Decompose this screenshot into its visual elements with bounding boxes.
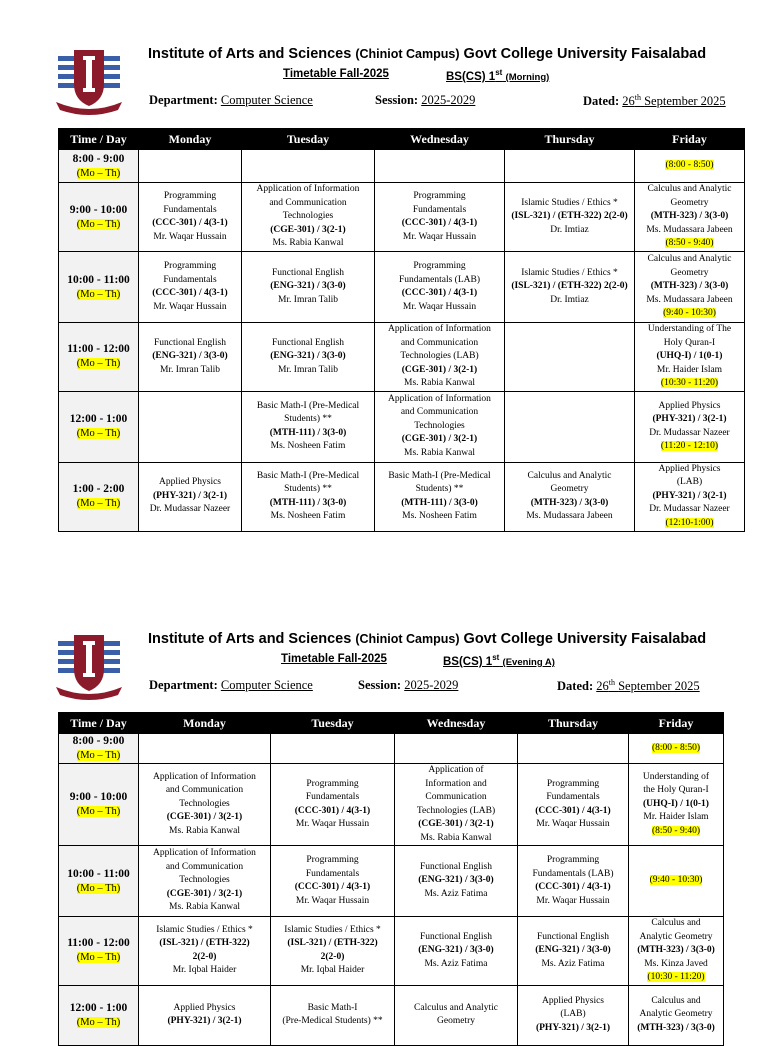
cell-text-line: Holy Quran-I: [663, 337, 716, 348]
time-range: 9:00 - 10:00: [69, 203, 128, 216]
course-code: (UHQ-I) / 1(0-1): [643, 798, 709, 809]
cell-text-line: Technologies (LAB): [400, 351, 479, 361]
slot-time-highlight: (10:30 - 11:20): [647, 972, 705, 982]
cell-text-line: Ms. Mudassara Jabeen: [646, 224, 733, 235]
cell-text-line: Programming: [306, 778, 359, 789]
time-range: 10:00 - 11:00: [67, 867, 130, 880]
cell-text-line: Ms. Aziz Fatima: [424, 888, 488, 899]
course-code: 2(2-0): [320, 951, 345, 962]
class-cell-tuesday: [271, 917, 395, 986]
timetable-row: [59, 764, 724, 846]
cell-text-line: Calculus and: [651, 995, 701, 1006]
class-cell-monday: [139, 846, 271, 917]
cell-text-line: Applied Physics: [173, 1002, 236, 1013]
course-code: (ISL-321) / (ETH-322) 2(2-0): [511, 211, 628, 222]
header-wednesday: Wednesday: [395, 713, 518, 734]
cell-text-line: Calculus and Analytic: [414, 1002, 498, 1013]
class-cell-monday: [139, 183, 242, 252]
cell-text-line: Ms. Mudassara Jabeen: [646, 294, 733, 305]
cell-text-line: Ms. Kinza Javed: [644, 958, 708, 969]
class-cell-thursday: [518, 764, 629, 846]
cell-text-line: Analytic Geometry: [639, 931, 713, 942]
course-code: (PHY-321) / 3(2-1): [167, 1016, 242, 1026]
cell-text-line: Basic Math-I (Pre-Medical: [256, 470, 360, 481]
class-cell-monday: [139, 391, 242, 462]
timetable-row: [59, 150, 745, 183]
cell-text-line: Ms. Rabia Kanwal: [169, 825, 240, 836]
class-cell-tuesday: [271, 734, 395, 764]
course-code: (PHY-321) / 3(2-1): [652, 414, 727, 424]
cell-text-line: Application of: [428, 765, 484, 775]
class-cell-thursday: [505, 252, 635, 323]
cell-text-line: Application of Information: [153, 771, 256, 782]
cell-text-line: Mr. Waqar Hussain: [536, 819, 610, 829]
program-label: BS(CS) 1st (Morning): [446, 68, 550, 83]
timetable-row: [59, 846, 724, 917]
day-range: (Mo – Th): [76, 218, 121, 230]
cell-text-line: Technologies: [179, 875, 230, 886]
class-cell-friday: [635, 462, 745, 531]
department-line: Department: Computer Science: [149, 678, 313, 692]
header-friday: Friday: [629, 713, 724, 734]
time-range: 11:00 - 12:00: [67, 937, 130, 950]
cell-text-line: Mr. Iqbal Haider: [172, 965, 237, 976]
class-cell-wednesday: [395, 985, 518, 1045]
course-code: (MTH-111) / 3(3-0): [269, 497, 347, 508]
timetable-table-morning: [58, 128, 745, 532]
cell-text-line: Programming: [546, 778, 600, 789]
university-logo-icon: [52, 629, 126, 701]
slot-time-highlight: (8:00 - 8:50): [665, 160, 714, 171]
day-range: (Mo – Th): [76, 952, 121, 964]
slot-time-highlight: (9:40 - 10:30): [663, 308, 716, 319]
timetable-row: [59, 323, 745, 392]
course-code: (CGE-301) / 3(2-1): [401, 434, 478, 445]
timetable-row: [59, 462, 745, 531]
time-slot-cell: [59, 150, 139, 183]
cell-text-line: Mr. Waqar Hussain: [536, 895, 610, 906]
cell-text-line: Ms. Aziz Fatima: [424, 958, 488, 969]
course-code: (MTH-323) / 3(3-0): [637, 1022, 715, 1033]
cell-text-line: Fundamentals: [305, 868, 360, 879]
time-slot-cell: [59, 846, 139, 917]
cell-text-line: Technologies: [282, 211, 334, 222]
cell-text-line: and Communication: [165, 861, 244, 872]
day-range: (Mo – Th): [76, 750, 121, 761]
class-cell-monday: [139, 764, 271, 846]
day-range: (Mo – Th): [76, 806, 121, 817]
cell-text-line: Calculus and Analytic: [647, 184, 732, 195]
slot-time-highlight: (9:40 - 10:30): [649, 875, 703, 886]
cell-text-line: Geometry: [437, 1016, 475, 1026]
class-cell-wednesday: [375, 183, 505, 252]
cell-text-line: Mr. Imran Talib: [159, 364, 221, 375]
timetable-row: [59, 917, 724, 986]
cell-text-line: Programming: [413, 261, 466, 271]
cell-text-line: Basic Math-I (Pre-Medical: [256, 400, 360, 411]
time-slot-cell: [59, 764, 139, 846]
cell-text-line: and Communication: [269, 197, 347, 208]
course-code: (CCC-301) / 4(3-1): [294, 882, 371, 892]
class-cell-friday: [629, 764, 724, 846]
course-code: (CCC-301) / 4(3-1): [294, 805, 371, 816]
course-code: (MTH-323) / 3(3-0): [637, 945, 715, 955]
course-code: (MTH-323) / 3(3-0): [650, 211, 729, 222]
slot-time-highlight: (11:20 - 12:10): [660, 441, 719, 451]
class-cell-friday: [635, 323, 745, 392]
course-code: (ENG-321) / 3(3-0): [418, 945, 494, 955]
dated-line: Dated: 26th September 2025: [583, 93, 726, 109]
cell-text-line: Basic Math-I (Pre-Medical: [388, 470, 491, 481]
cell-text-line: Applied Physics: [158, 477, 221, 488]
class-cell-wednesday: [375, 462, 505, 531]
course-code: (PHY-321) / 3(2-1): [652, 490, 727, 501]
cell-text-line: Ms. Nosheen Fatim: [270, 511, 346, 521]
cell-text-line: Dr. Imtiaz: [550, 224, 589, 235]
cell-text-line: Students) **: [284, 484, 332, 494]
course-code: (CGE-301) / 3(2-1): [166, 888, 243, 899]
cell-text-line: Functional English: [419, 861, 493, 872]
cell-text-line: Understanding of: [642, 771, 710, 782]
cell-text-line: Technologies: [414, 420, 465, 431]
cell-text-line: Geometry: [550, 484, 589, 494]
class-cell-tuesday: [242, 391, 375, 462]
cell-text-line: Basic Math-I: [307, 1002, 358, 1013]
class-cell-friday: [629, 917, 724, 986]
cell-text-line: the Holy Quran-I: [643, 785, 709, 796]
cell-text-line: and Communication: [165, 785, 244, 796]
class-cell-wednesday: [395, 734, 518, 764]
slot-time-highlight: (8:50 - 9:40): [651, 825, 701, 836]
dated-line: Dated: 26th September 2025: [557, 678, 700, 694]
time-slot-cell: [59, 323, 139, 392]
cell-text-line: Application of Information: [388, 393, 491, 404]
cell-text-line: Mr. Iqbal Haider: [300, 965, 365, 976]
header-tuesday: Tuesday: [242, 129, 375, 150]
cell-text-line: Calculus and: [651, 918, 701, 928]
class-cell-monday: [139, 917, 271, 986]
time-range: 8:00 - 9:00: [72, 735, 125, 747]
course-code: (CCC-301) / 4(3-1): [535, 882, 611, 892]
day-range: (Mo – Th): [76, 167, 121, 179]
cell-text-line: Ms. Rabia Kanwal: [169, 902, 240, 913]
time-slot-cell: [59, 183, 139, 252]
time-range: 10:00 - 11:00: [67, 273, 130, 286]
class-cell-wednesday: [395, 846, 518, 917]
class-cell-thursday: [505, 323, 635, 392]
course-code: (CGE-301) / 3(2-1): [418, 819, 494, 829]
class-cell-wednesday: [395, 917, 518, 986]
cell-text-line: and Communication: [400, 407, 479, 418]
header-monday: Monday: [139, 129, 242, 150]
day-range: (Mo – Th): [76, 1016, 121, 1028]
class-cell-thursday: [518, 985, 629, 1045]
cell-text-line: Communication: [425, 792, 487, 802]
header-wednesday: Wednesday: [375, 129, 505, 150]
class-cell-monday: [139, 462, 242, 531]
time-range: 12:00 - 1:00: [69, 1001, 128, 1014]
cell-text-line: Mr. Waqar Hussain: [295, 819, 370, 829]
timetable-row: [59, 985, 724, 1045]
cell-text-line: Applied Physics: [658, 400, 721, 411]
cell-text-line: Students) **: [415, 484, 464, 494]
timetable-table-evening: [58, 712, 724, 1046]
cell-text-line: Dr. Mudassar Nazeer: [149, 504, 231, 515]
time-slot-cell: [59, 252, 139, 323]
day-range: (Mo – Th): [76, 358, 121, 370]
course-code: (ISL-321) / (ETH-322): [159, 938, 250, 949]
cell-text-line: Ms. Aziz Fatima: [541, 958, 605, 969]
course-code: (MTH-111) / 3(3-0): [401, 497, 478, 508]
cell-text-line: Functional English: [153, 337, 227, 348]
class-cell-thursday: [518, 917, 629, 986]
cell-text-line: Islamic Studies / Ethics *: [521, 197, 618, 208]
class-cell-tuesday: [242, 183, 375, 252]
cell-text-line: Programming: [546, 855, 600, 865]
cell-text-line: Programming: [163, 191, 217, 201]
cell-text-line: Geometry: [670, 267, 709, 278]
course-code: (ENG-321) / 3(3-0): [535, 945, 611, 955]
cell-text-line: Programming: [306, 855, 359, 865]
cell-text-line: Application of Information: [256, 184, 360, 195]
cell-text-line: Functional English: [271, 337, 345, 348]
course-code: (ENG-321) / 3(3-0): [270, 281, 346, 292]
class-cell-tuesday: [271, 985, 395, 1045]
timetable-row: [59, 252, 745, 323]
cell-text-line: Ms. Rabia Kanwal: [404, 378, 475, 388]
class-cell-tuesday: [271, 764, 395, 846]
time-range: 9:00 - 10:00: [69, 791, 128, 803]
class-cell-thursday: [505, 183, 635, 252]
cell-text-line: Ms. Mudassara Jabeen: [526, 511, 613, 521]
cell-text-line: Functional English: [419, 931, 493, 942]
course-code: (ENG-321) / 3(3-0): [152, 351, 228, 361]
class-cell-friday: [629, 985, 724, 1045]
program-label: BS(CS) 1st (Evening A): [443, 653, 555, 668]
time-range: 11:00 - 12:00: [67, 343, 130, 356]
cell-text-line: Application of Information: [153, 848, 256, 859]
course-code: (CGE-301) / 3(2-1): [401, 364, 478, 375]
course-code: (ENG-321) / 3(3-0): [270, 351, 346, 361]
class-cell-thursday: [505, 150, 635, 183]
course-code: (CCC-301) / 4(3-1): [401, 218, 478, 228]
cell-text-line: Technologies (LAB): [416, 805, 496, 816]
time-slot-cell: [59, 391, 139, 462]
timetable-label: Timetable Fall-2025: [283, 68, 389, 80]
cell-text-line: Mr. Imran Talib: [277, 364, 339, 375]
course-code: (CCC-301) / 4(3-1): [401, 288, 478, 298]
cell-text-line: Application of Information: [388, 324, 491, 334]
institution-title: Institute of Arts and Sciences (Chiniot Campus) Govt College University Faisalabad: [148, 46, 707, 62]
cell-text-line: Mr. Waqar Hussain: [295, 895, 370, 906]
course-code: (MTH-323) / 3(3-0): [530, 497, 609, 508]
header-row: [59, 129, 745, 150]
course-code: 2(2-0): [192, 951, 217, 962]
course-code: (ISL-321) / (ETH-322): [287, 938, 378, 949]
course-code: (CCC-301) / 4(3-1): [152, 288, 228, 298]
cell-text-line: Fundamentals: [546, 792, 600, 802]
cell-text-line: Mr. Imran Talib: [277, 294, 339, 305]
time-slot-cell: [59, 734, 139, 764]
course-code: (ISL-321) / (ETH-322) 2(2-0): [511, 281, 628, 292]
cell-text-line: and Communication: [400, 337, 479, 348]
class-cell-tuesday: [242, 323, 375, 392]
course-code: (PHY-321) / 3(2-1): [535, 1022, 611, 1033]
header-row: [59, 713, 724, 734]
cell-text-line: Islamic Studies / Ethics *: [156, 924, 253, 935]
course-code: (PHY-321) / 3(2-1): [152, 490, 228, 501]
university-logo-icon: [52, 44, 126, 116]
slot-time-highlight: (12:10-1:00): [665, 517, 714, 528]
class-cell-monday: [139, 985, 271, 1045]
class-cell-wednesday: [395, 764, 518, 846]
class-cell-tuesday: [242, 252, 375, 323]
course-code: (ENG-321) / 3(3-0): [418, 875, 494, 886]
cell-text-line: Calculus and Analytic: [527, 470, 612, 481]
course-code: (CCC-301) / 4(3-1): [152, 218, 228, 228]
cell-text-line: Applied Physics: [658, 463, 721, 474]
header-monday: Monday: [139, 713, 271, 734]
cell-text-line: Programming: [163, 261, 217, 271]
course-code: (UHQ-I) / 1(0-1): [656, 351, 723, 361]
cell-text-line: Students) **: [284, 414, 332, 424]
cell-text-line: Programming: [413, 191, 466, 201]
class-cell-wednesday: [375, 391, 505, 462]
cell-text-line: Mr. Haider Islam: [643, 812, 709, 823]
header-thursday: Thursday: [505, 129, 635, 150]
time-slot-cell: [59, 985, 139, 1045]
class-cell-friday: [629, 734, 724, 764]
cell-text-line: Analytic Geometry: [639, 1009, 713, 1020]
day-range: (Mo – Th): [76, 288, 121, 300]
cell-text-line: Ms. Rabia Kanwal: [420, 832, 492, 843]
cell-text-line: Islamic Studies / Ethics *: [521, 267, 618, 278]
cell-text-line: Mr. Waqar Hussain: [153, 231, 227, 242]
course-code: (CGE-301) / 3(2-1): [166, 812, 243, 823]
cell-text-line: Fundamentals: [163, 274, 217, 285]
timetable-row: [59, 734, 724, 764]
department-line: Department: Computer Science: [149, 93, 313, 107]
class-cell-thursday: [518, 846, 629, 917]
cell-text-line: Dr. Imtiaz: [550, 294, 589, 305]
class-cell-monday: [139, 323, 242, 392]
day-range: (Mo – Th): [76, 428, 121, 439]
course-code: (MTH-323) / 3(3-0): [650, 281, 729, 292]
course-code: (CCC-301) / 4(3-1): [535, 805, 611, 816]
slot-time-highlight: (8:00 - 8:50): [651, 742, 701, 753]
slot-time-highlight: (10:30 - 11:20): [660, 378, 719, 388]
header-friday: Friday: [635, 129, 745, 150]
cell-text-line: Calculus and Analytic: [647, 254, 732, 265]
class-cell-friday: [635, 391, 745, 462]
cell-text-line: Ms. Nosheen Fatim: [402, 511, 477, 521]
cell-text-line: Technologies: [179, 798, 230, 809]
cell-text-line: (Pre-Medical Students) **: [282, 1016, 383, 1026]
cell-text-line: Understanding of The: [647, 324, 732, 334]
cell-text-line: Mr. Waqar Hussain: [402, 301, 477, 312]
class-cell-friday: [635, 252, 745, 323]
time-range: 8:00 - 9:00: [72, 152, 125, 165]
class-cell-friday: [635, 183, 745, 252]
header-tuesday: Tuesday: [271, 713, 395, 734]
cell-text-line: Ms. Nosheen Fatim: [270, 441, 346, 451]
class-cell-wednesday: [375, 150, 505, 183]
session-line: Session: 2025-2029: [375, 93, 476, 107]
cell-text-line: Ms. Rabia Kanwal: [404, 447, 475, 458]
cell-text-line: Mr. Haider Islam: [656, 364, 723, 375]
cell-text-line: Applied Physics: [541, 995, 604, 1006]
header-thursday: Thursday: [518, 713, 629, 734]
cell-text-line: (LAB): [676, 477, 703, 488]
class-cell-monday: [139, 734, 271, 764]
class-cell-wednesday: [375, 323, 505, 392]
cell-text-line: Geometry: [670, 197, 709, 208]
day-range: (Mo – Th): [76, 498, 121, 509]
cell-text-line: (LAB): [560, 1009, 586, 1020]
cell-text-line: Fundamentals (LAB): [532, 868, 614, 879]
header-time-day: Time / Day: [59, 713, 139, 734]
class-cell-tuesday: [242, 462, 375, 531]
cell-text-line: Mr. Waqar Hussain: [153, 301, 227, 312]
timetable-label: Timetable Fall-2025: [281, 653, 387, 665]
cell-text-line: Mr. Waqar Hussain: [402, 231, 477, 242]
course-code: (MTH-111) / 3(3-0): [269, 427, 347, 438]
session-line: Session: 2025-2029: [358, 678, 459, 692]
class-cell-monday: [139, 252, 242, 323]
cell-text-line: Fundamentals: [412, 204, 467, 215]
cell-text-line: Information and: [425, 778, 487, 789]
class-cell-tuesday: [242, 150, 375, 183]
class-cell-thursday: [518, 734, 629, 764]
slot-time-highlight: (8:50 - 9:40): [665, 238, 714, 249]
class-cell-monday: [139, 150, 242, 183]
header-time-day: Time / Day: [59, 129, 139, 150]
time-slot-cell: [59, 917, 139, 986]
timetable-row: [59, 391, 745, 462]
time-range: 12:00 - 1:00: [69, 413, 128, 425]
class-cell-thursday: [505, 462, 635, 531]
cell-text-line: Functional English: [271, 267, 345, 278]
time-slot-cell: [59, 462, 139, 531]
class-cell-friday: [629, 846, 724, 917]
timetable-row: [59, 183, 745, 252]
class-cell-tuesday: [271, 846, 395, 917]
cell-text-line: Dr. Mudassar Nazeer: [649, 427, 730, 438]
cell-text-line: Ms. Rabia Kanwal: [272, 238, 344, 249]
day-range: (Mo – Th): [76, 882, 121, 894]
cell-text-line: Functional English: [536, 931, 610, 942]
cell-text-line: Islamic Studies / Ethics *: [284, 924, 381, 935]
cell-text-line: Dr. Mudassar Nazeer: [649, 504, 730, 515]
time-range: 1:00 - 2:00: [72, 483, 125, 495]
course-code: (CGE-301) / 3(2-1): [270, 224, 346, 235]
cell-text-line: Fundamentals: [163, 204, 217, 215]
class-cell-thursday: [505, 391, 635, 462]
cell-text-line: Fundamentals: [305, 792, 360, 802]
class-cell-friday: [635, 150, 745, 183]
cell-text-line: Fundamentals (LAB): [398, 274, 480, 285]
institution-title: Institute of Arts and Sciences (Chiniot Campus) Govt College University Faisalabad: [148, 631, 707, 647]
class-cell-wednesday: [375, 252, 505, 323]
